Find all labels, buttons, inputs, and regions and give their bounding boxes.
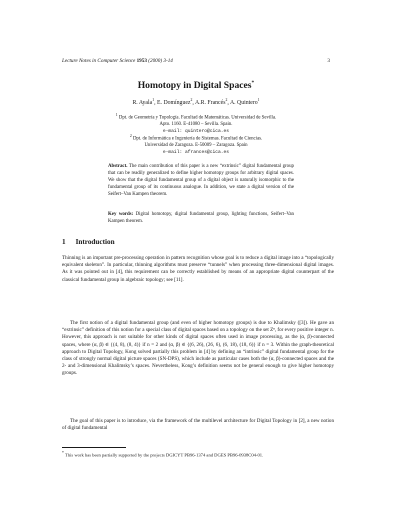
author: A.R. Francés$^2$, (195, 98, 230, 106)
abstract (108, 164, 294, 199)
abstract-label: Abstract. (108, 164, 128, 169)
page-number: 3 (327, 58, 330, 64)
author: A. Quintero$^1$ (229, 98, 260, 106)
affiliation-2: $^2$ Dpt. de Informática e Ingeniería de Sistemas. Facultad de Ciencias. Universidad de Zaragoza. E-50009 – Zaragoza. Spain e-mail: afrances@cica.es (62, 133, 330, 157)
email-address[interactable]: e-mail: quintero@cica.es (162, 129, 230, 134)
footnote-rule (62, 447, 126, 448)
paragraph-2: The first notion of a digital fundamental group (and even of higher homotopy groups) is due to Khalimsky ([3]). He gave an “extrinsic” definition of this notion for a special class of digital spaces based on a topology on the set Zⁿ, for every positive integer n. However, this approach is not suitable for other kinds of digital spaces often used in image processing, as the (α, β)-connected spaces, where (α, β) ∈ {(4, 8), (8, 4)} if n = 2 and (α, β) ∈ {(6, 26), (26, 6), (6, 18), (18, 6)} if n = 3. Within the graph-theoretical approach to Digital Topology, Kong solved partially this problem in [4] by defining an “intrinsic” digital fundamental group for the class of strongly normal digital picture spaces (SN-DPS), which include as particular cases both the (α, β)-connected spaces and the 2- and 3-dimensional Khalimsky’s spaces. Nevertheless, Kong’s definition seems not be general enough to give higher homotopy groups. (62, 320, 334, 377)
section-title: Introduction (75, 238, 115, 246)
paragraph-3: The goal of this paper is to introduce, via the framework of the multilevel architecture for Digital Topology in [2], a new notion of digital fundamental (62, 418, 334, 432)
keywords-text: Digital homotopy, digital fundamental group, lighting functions, Seifert–Van Kampen theorem. (108, 212, 294, 224)
affiliation-1: $^1$ Dpt. de Geometría y Topología. Facultad de Matemáticas. Universidad de Sevilla. Apto. 1160. E-41080 – Sevilla. Spain. e-mail: quintero@cica.es (62, 112, 330, 136)
author: E. Domínguez$^2$, (157, 98, 196, 106)
footnote-mark: * (62, 451, 64, 455)
author-list (62, 98, 330, 106)
keywords (108, 212, 294, 226)
keywords-label: Key words: (108, 212, 134, 217)
running-title: Lecture Notes in Computer Science 1953 (2000) 3-14 (62, 58, 173, 64)
running-header (62, 58, 330, 67)
footnote-text: This work has been partially supported by the projects DGICYT PB96-1374 and DGES PB96-0938C04-01. (65, 452, 264, 458)
footnote (62, 450, 330, 459)
email-address[interactable]: e-mail: afrances@cica.es (162, 150, 230, 155)
abstract-text: The main contribution of this paper is a new “extrinsic” digital fundamental group that can be readily generalized to define higher homotopy groups for arbitrary digital spaces. We show that the digital fundamental group of a digital object is naturally isomorphic to the fundamental group of its continuous analogue. In addition, we state a digital version of the Seifert–Van Kampen theorem. (108, 164, 295, 197)
paper-title: Homotopy in Digital Spaces* (137, 80, 255, 92)
section-number: 1 (62, 238, 66, 246)
title-footnote-mark: * (251, 80, 255, 86)
paragraph-1: Thinning is an important pre-processing operation in pattern recognition whose goal is to reduce a digital image into a “topologically equivalent skeleton”. In particular, thinning algorithms must preserve “tunnels” when processing three-dimensional digital images. As it was pointed out in [4], this requirement can be correctly established by means of an appropriate digital counterpart of the classical fundamental group in algebraic topology; see [11]. (62, 255, 334, 283)
author: R. Ayala$^1$, (132, 98, 158, 106)
section-heading (62, 238, 115, 246)
